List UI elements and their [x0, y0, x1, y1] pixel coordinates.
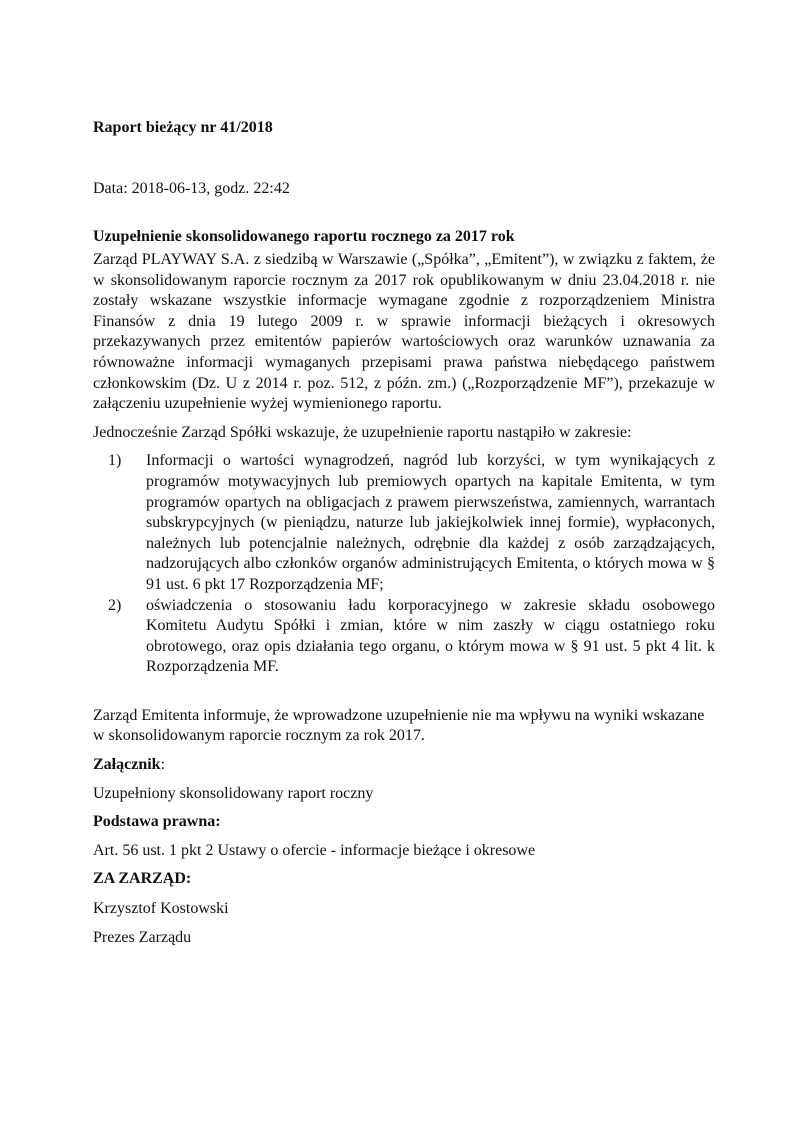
- attachment-text: Uzupełniony skonsolidowany raport roczny: [93, 784, 374, 802]
- scope-paragraph: Jednocześnie Zarząd Spółki wskazuje, że uzupełnienie raportu nastąpiło w zakresie:: [93, 423, 632, 441]
- attachment-colon: :: [160, 756, 166, 774]
- intro-paragraph: Zarząd PLAYWAY S.A. z siedzibą w Warszawie („Spółka”, „Emitent”), w związku z faktem, że w skonsolidowanym raporcie rocznym za 2017 rok opublikowanym w dniu 23.04.2018 r. nie zostały wskazane wszystkie informacje wymagane zgodnie z rozporządzeniem Ministra Finansów z dnia 19 lutego 2009 r. w sprawie informacji bieżących i okresowych przekazywanych przez emitentów papierów wartościowych oraz warunków uznawania za równoważne informacji wymaganych przepisami prawa państwa niebędącego państwem członkowskim (Dz. U z 2014 r. poz. 512, z późn. zm.) („Rozporządzenie MF”), przekazuje w załączeniu uzupełnienie wyżej wymienionego raportu.: [93, 251, 715, 413]
- attachment-label: Załącznik: [93, 756, 161, 774]
- list-item: [108, 451, 715, 595]
- legal-basis-label: Podstawa prawna:: [93, 813, 221, 831]
- report-title: Raport bieżący nr 41/2018: [93, 119, 273, 136]
- signatory-title: Prezes Zarządu: [93, 928, 192, 946]
- impact-paragraph: Zarząd Emitenta informuje, że wprowadzone uzupełnienie nie ma wpływu na wyniki wskazane w skonsolidowanym raporcie rocznym za rok 2017.: [93, 706, 705, 745]
- legal-basis-text: Art. 56 ust. 1 pkt 2 Ustawy o ofercie - informacje bieżące i okresowe: [93, 841, 536, 859]
- report-date: Data: 2018-06-13, godz. 22:42: [93, 180, 290, 197]
- list-item: [108, 596, 715, 678]
- signature-label: ZA ZARZĄD:: [93, 870, 192, 888]
- report-subject: Uzupełnienie skonsolidowanego raportu rocznego za 2017 rok: [93, 228, 515, 245]
- list-item-number: 1): [108, 452, 122, 470]
- attachment-heading: [93, 755, 715, 776]
- signatory-name: Krzysztof Kostowski: [93, 900, 229, 918]
- report-body: [93, 250, 715, 956]
- list-item-text: Informacji o wartości wynagrodzeń, nagród lub korzyści, w tym wynikających z programów motywacyjnych lub premiowych opartych na kapitale Emitenta, w tym programów opartych na obligacjach z prawem pierwszeństwa, zamiennych, warrantach subskrypcyjnych (w pieniądzu, naturze lub jakiejkolwiek innej formie), wypłaconych, należnych lub potencjalnie należnych, odrębnie dla każdej z osób zarządzających, nadzorujących albo członków organów administrujących Emitenta, o których mowa w § 91 ust. 6 pkt 17 Rozporządzenia MF;: [146, 452, 715, 593]
- list-item-number: 2): [108, 596, 122, 614]
- list-item-text: oświadczenia o stosowaniu ładu korporacyjnego w zakresie składu osobowego Komitetu Audytu Spółki i zmian, które w nim zaszły w ciągu ostatniego roku obrotowego, oraz opis działania tego organu, o którym mowa w § 91 ust. 5 pkt 4 lit. k Rozporządzenia MF.: [146, 596, 715, 676]
- scope-list: [93, 451, 715, 678]
